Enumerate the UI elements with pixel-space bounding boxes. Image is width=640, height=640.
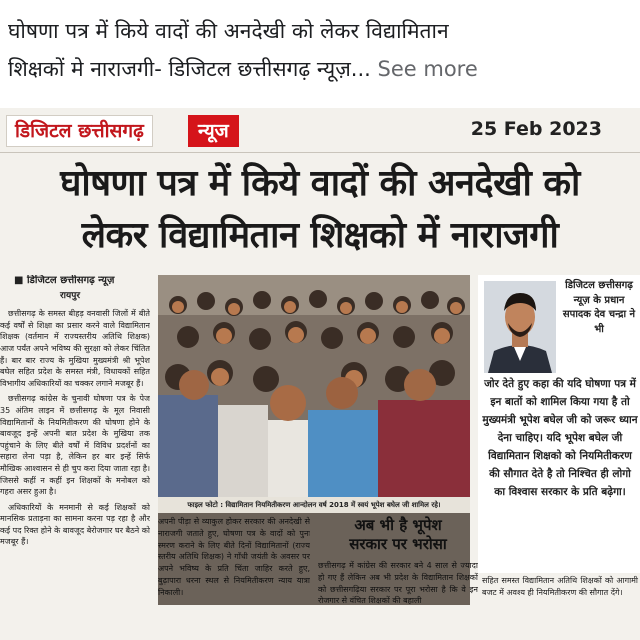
caption-line-1: घोषणा पत्र में किये वादों की अनदेखी को लेकर विद्यामितान	[8, 19, 449, 43]
left-paragraph-1: छत्तीसगढ़ के समस्त बीहड़ वनवासी जिलों में बीते कई वर्षों से शिक्षा का प्रसार करने वाले विद्यामितान शिक्षक (वर्तमान में राज्यस्तरीय अतिथि शिक्षक) आज पर्यंत अपने भविष्य की सुरक्षा को लेकर चिंतित हैं। बार बार राज्य के मुखिया मुख्यमंत्री श्री भूपेश बघेल सहित प्रदेश के समस्त मंत्री, विधायकों सहित विभागीय अधिकारियों का चक्कर लगाने मजबूर हैं।	[0, 309, 150, 388]
middle-column: अपनी पीड़ा से व्याकुल होकर सरकार की अनदेखी से नाराजगी जताते हुए, घोषणा पत्र के वादों को पुनः स्मरण कराने के लिए बीते दिनों विद्यामितानों (राज्य स्तरीय अतिथि शिक्षक) ने गाँधी जयंती के अवसर पर अपने भविष्य के प्रति चिंता जाहिर करते हुए, बुढ़ापारा धरना स्थल से नियमितीकरण न्याय यात्रा निकाली।	[158, 517, 310, 597]
left-paragraph-2: छत्तीसगढ़ कांग्रेस के चुनावी घोषणा पत्र के पेज 35 अंतिम लाइन में छत्तीसगढ़ के मूल निवासी विद्यामितानों के नियमितीकरण की घोषणा होने के बावजूद इन्हें अपनी बात प्रदेश के मुखिया तक पहुंचाने के लिए बीते वर्षों में विविध प्रदर्शनों का सहारा लेना पड़ा है, लेकिन हर बार इन्हें सिर्फ मौखिक आश्वासन से ही चुप करा दिया जाता रहा है। जिससे कहीं न कहीं इन शिक्षकों के मनोबल को गहरा असर हुआ है।	[0, 394, 150, 497]
see-more-link[interactable]: See more	[377, 57, 478, 81]
headline-line-2: लेकर विद्यामितान शिक्षको में नाराजगी	[81, 215, 559, 256]
masthead	[0, 108, 640, 153]
brand-logo-text: डिजिटल छत्तीसगढ़	[6, 115, 153, 147]
dateline: रायपुर	[60, 290, 81, 301]
editor-quote: जोर देते हुए कहा की यदि घोषणा पत्र में इन बातों को शामिल किया गया है तो मुख्यमंत्री भूपेश बघेल जी को जरूर ध्यान देना चाहिए। यदि भूपेश बघेल जी विद्यामितान शिक्षको को नियमितीकरण की सौगात देते है तो निश्चित ही लोगो का विश्वास सरकार के प्रति बढ़ेगा।	[482, 378, 638, 498]
publication-date: 25 Feb 2023	[470, 118, 602, 140]
headline-line-1: घोषणा पत्र में किये वादों की अनदेखी को	[60, 163, 580, 204]
subsection	[318, 516, 478, 634]
byline: ■ डिजिटल छत्तीसगढ़ न्यूज़	[14, 275, 115, 286]
subsection-heading	[318, 516, 478, 554]
right-column-text: सहित समस्त विद्यामितान अतिथि शिक्षकों को आगामी बजट में अवश्य ही नियमितीकरण की सौगात देंगे।	[482, 576, 638, 597]
post-caption	[0, 0, 640, 108]
photo-caption: फाइल फोटो : विद्यामितान नियमितीकरण आन्दोलन वर्ष 2018 में स्वयं भूपेश बघेल जी शामिल रहे।	[158, 497, 470, 513]
subsection-heading-line-1: अब भी है भूपेश	[354, 516, 442, 534]
subsection-heading-line-2: सरकार पर भरोसा	[349, 535, 447, 553]
caption-line-2: शिक्षकों मे नाराजगी- डिजिटल छत्तीसगढ़ न्यूज़...	[8, 57, 371, 81]
left-paragraph-3: अधिकारियों के मनमानी से कई शिक्षकों को मानसिक प्रताड़ना का सामना करना पड़ रहा है और कई पद रिक्त होने के बावजूद बेरोजगार घर बैठने को मजबूर हैं।	[0, 502, 150, 547]
editor-quote-box	[478, 275, 640, 573]
editor-portrait	[484, 281, 556, 373]
crowd-illustration	[158, 275, 470, 497]
left-column	[0, 275, 150, 640]
article-headline	[0, 158, 640, 262]
brand-logo-badge: न्यूज	[188, 115, 239, 147]
editor-name: डिजिटल छत्तीसगढ़ न्यूज़ के प्रधान सपादक देव चन्द्रा ने भी	[562, 280, 636, 335]
subsection-text: छत्तीसगढ़ में कांग्रेस की सरकार बने 4 साल से ज्यादा हो गए हैं लेकिन अब भी प्रदेश के विद्यामितान शिक्षकों को छत्तीसगढ़िया सरकार पर पूरा भरोसा है कि वे इन रोजगार से वंचित शिक्षकों की बहाली	[318, 561, 478, 606]
